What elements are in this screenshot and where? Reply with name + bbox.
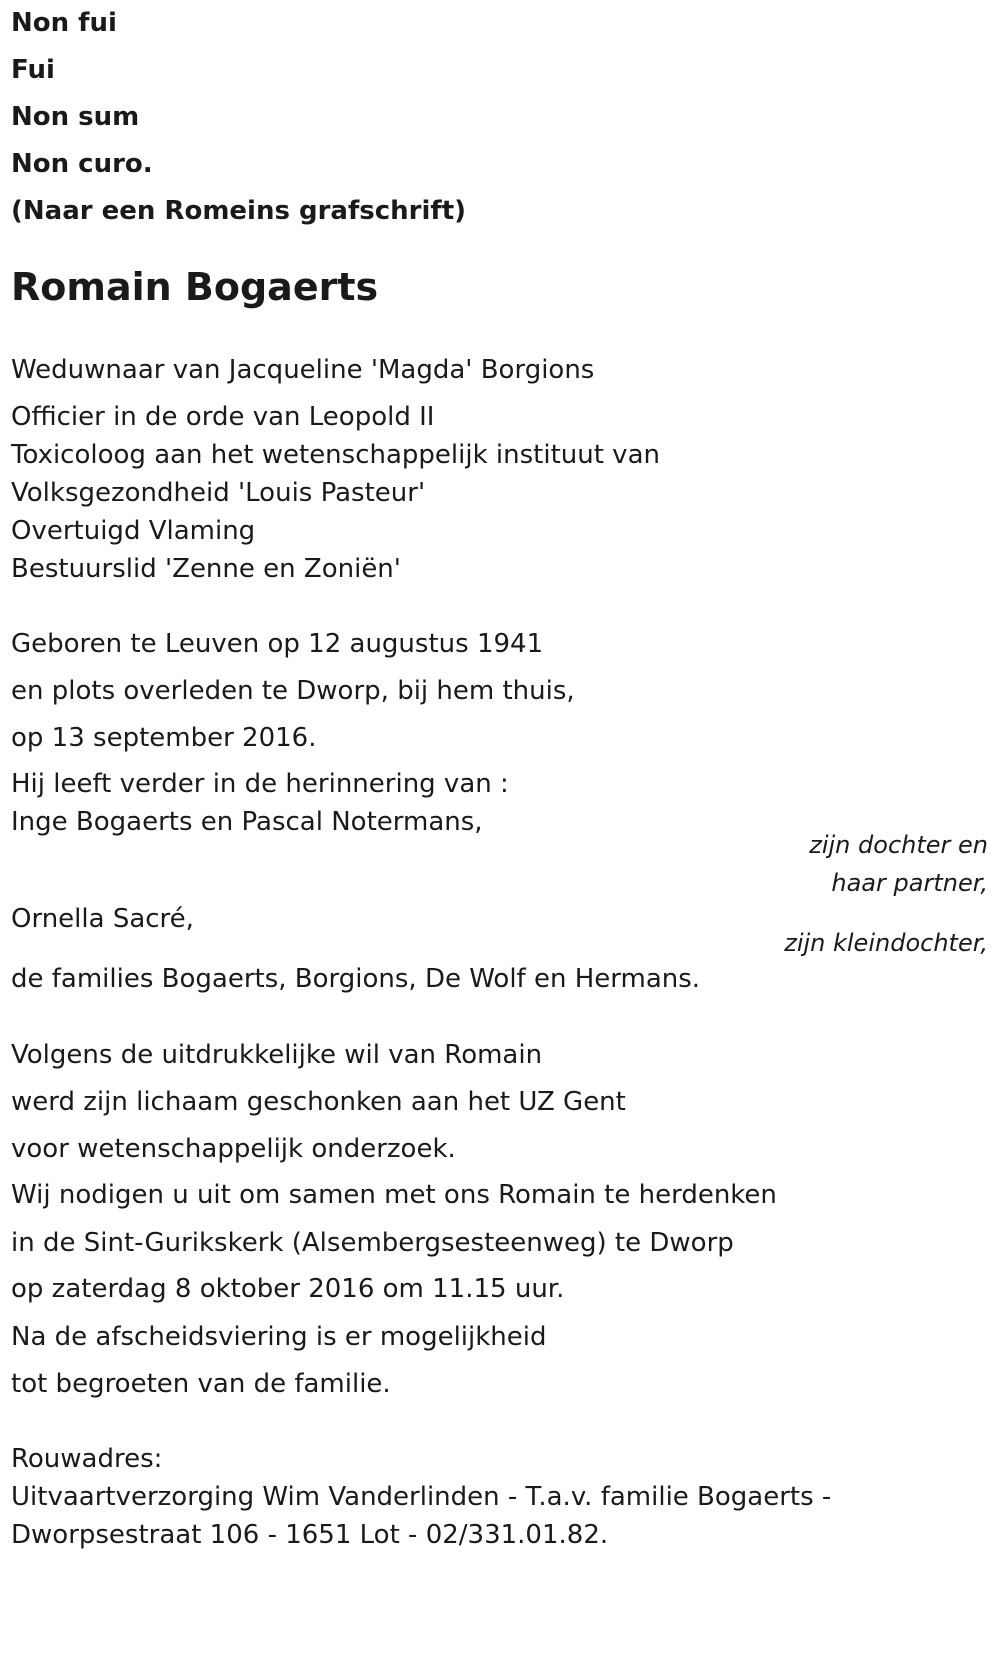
title-line: Overtuigd Vlaming	[11, 516, 256, 546]
survivor-relation: zijn dochter en	[809, 831, 988, 859]
survivor-name: Inge Bogaerts en Pascal Notermans,	[11, 807, 483, 837]
address-label: Rouwadres:	[11, 1444, 163, 1474]
survivor-relation: zijn kleindochter,	[784, 929, 988, 957]
ceremony-line: voor wetenschappelijk onderzoek.	[11, 1134, 456, 1164]
title-line: Bestuurslid 'Zenne en Zoniën'	[11, 554, 401, 584]
motto-source: (Naar een Romeins grafschrift)	[11, 196, 467, 226]
motto-line: Non curo.	[11, 149, 153, 179]
spouse-line: Weduwnaar van Jacqueline 'Magda' Borgions	[11, 355, 595, 385]
ceremony-line: op zaterdag 8 oktober 2016 om 11.15 uur.	[11, 1274, 565, 1304]
survivor-relation: haar partner,	[831, 869, 988, 897]
deceased-name: Romain Bogaerts	[11, 265, 379, 309]
ceremony-line: Volgens de uitdrukkelijke wil van Romain	[11, 1040, 543, 1070]
death-line: en plots overleden te Dworp, bij hem thuis,	[11, 676, 575, 706]
ceremony-line: werd zijn lichaam geschonken aan het UZ Gent	[11, 1087, 626, 1117]
title-line: Toxicoloog aan het wetenschappelijk instituut van	[11, 440, 660, 470]
motto-line: Fui	[11, 55, 55, 85]
death-date-line: op 13 september 2016.	[11, 723, 317, 753]
motto-line: Non fui	[11, 8, 117, 38]
survivors-intro: Hij leeft verder in de herinnering van :	[11, 769, 509, 799]
title-line: Volksgezondheid 'Louis Pasteur'	[11, 478, 426, 508]
title-line: Officier in de orde van Leopold II	[11, 402, 435, 432]
birth-line: Geboren te Leuven op 12 augustus 1941	[11, 629, 544, 659]
ceremony-line: tot begroeten van de familie.	[11, 1369, 391, 1399]
ceremony-line: in de Sint-Gurikskerk (Alsembergsesteenweg) te Dworp	[11, 1228, 734, 1258]
ceremony-line: Na de afscheidsviering is er mogelijkheid	[11, 1322, 547, 1352]
address-line: Dworpsestraat 106 - 1651 Lot - 02/331.01.82.	[11, 1520, 609, 1550]
survivor-name: Ornella Sacré,	[11, 904, 194, 934]
ceremony-line: Wij nodigen u uit om samen met ons Romain te herdenken	[11, 1180, 777, 1210]
motto-line: Non sum	[11, 102, 140, 132]
address-line: Uitvaartverzorging Wim Vanderlinden - T.a.v. familie Bogaerts -	[11, 1482, 832, 1512]
survivor-families: de families Bogaerts, Borgions, De Wolf en Hermans.	[11, 964, 701, 994]
